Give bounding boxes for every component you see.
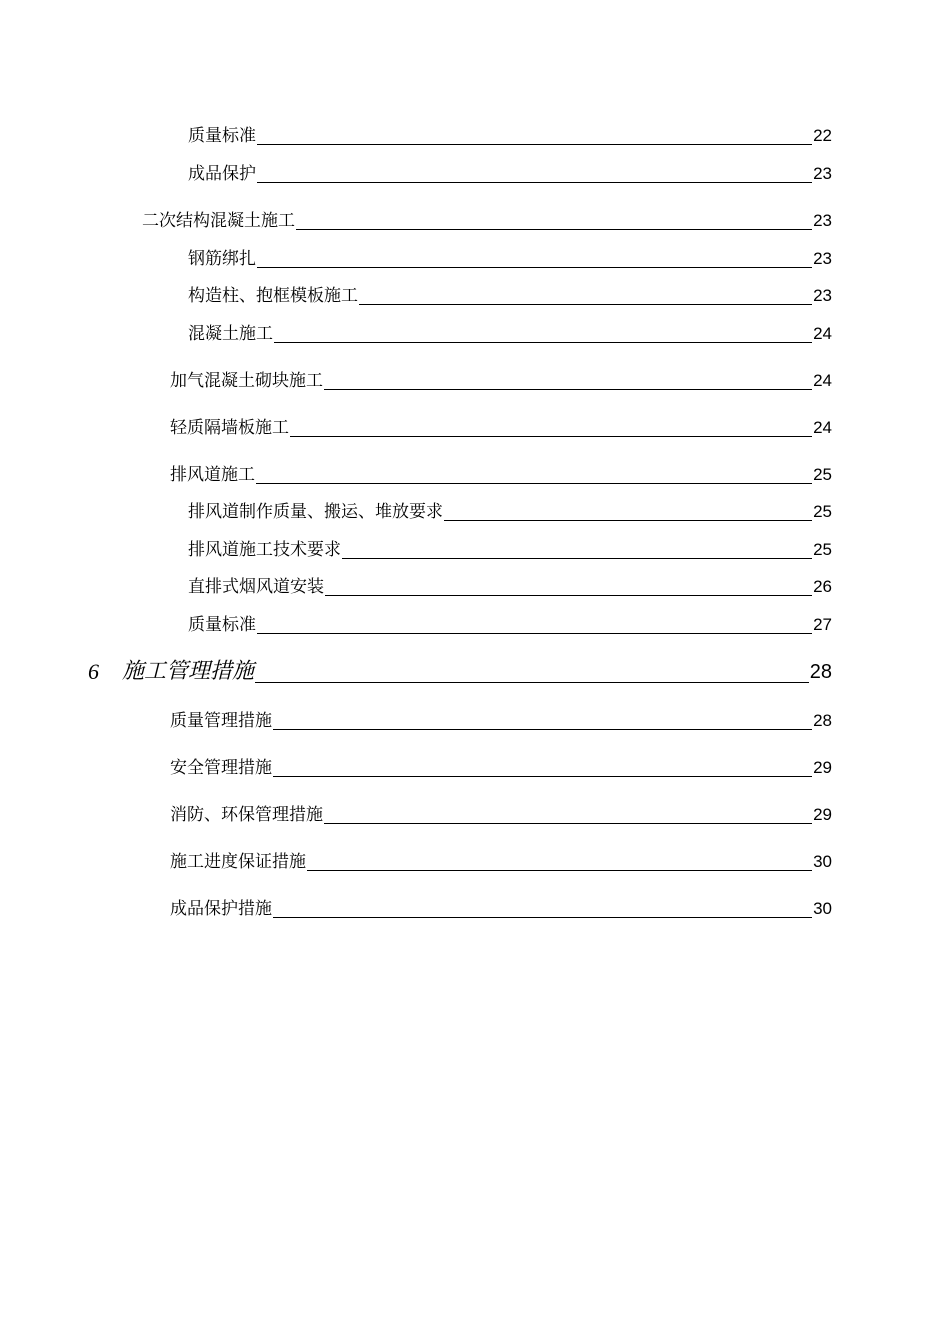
toc-entry-title: 构造柱、抱框模板施工 (188, 286, 358, 306)
toc-entry-title: 质量标准 (188, 126, 256, 146)
toc-entry[interactable] (188, 538, 832, 562)
toc-leader-line (257, 267, 812, 268)
toc-entry[interactable] (170, 709, 832, 733)
toc-leader-line (290, 436, 812, 437)
toc-entry-title: 排风道施工 (170, 465, 255, 485)
toc-leader-line (324, 823, 812, 824)
toc-leader-line (256, 483, 812, 484)
toc-entry[interactable] (188, 613, 832, 637)
toc-entry-title: 混凝土施工 (188, 324, 273, 344)
toc-leader-line (257, 633, 812, 634)
toc-page-number: 25 (813, 502, 832, 521)
toc-page-number: 25 (813, 540, 832, 559)
toc-leader-line (273, 776, 812, 777)
toc-page-number: 30 (813, 852, 832, 871)
toc-chapter-entry[interactable] (88, 657, 832, 687)
toc-entry-title: 消防、环保管理措施 (170, 805, 323, 825)
toc-page-number: 24 (813, 324, 832, 343)
toc-entry[interactable] (188, 247, 832, 271)
toc-page-number: 24 (813, 371, 832, 390)
toc-entry[interactable] (170, 756, 832, 780)
toc-entry-title: 施工进度保证措施 (170, 852, 306, 872)
toc-entry[interactable] (170, 463, 832, 487)
toc-entry-title: 排风道施工技术要求 (188, 540, 341, 560)
toc-entry[interactable] (170, 897, 832, 921)
toc-entry-title: 成品保护措施 (170, 899, 272, 919)
toc-entry-title: 质量标准 (188, 615, 256, 635)
toc-chapter-number: 6 (88, 659, 99, 684)
toc-leader-line (273, 729, 812, 730)
toc-page-number: 29 (813, 758, 832, 777)
toc-page-number: 25 (813, 465, 832, 484)
toc-entry[interactable] (188, 284, 832, 308)
toc-page-number: 22 (813, 126, 832, 145)
toc-page-number: 23 (813, 286, 832, 305)
toc-entry[interactable] (188, 162, 832, 186)
toc-entry-title: 加气混凝土砌块施工 (170, 371, 323, 391)
toc-page-number: 27 (813, 615, 832, 634)
toc-entry[interactable] (188, 124, 832, 148)
toc-entry-title: 质量管理措施 (170, 711, 272, 731)
toc-page-number: 30 (813, 899, 832, 918)
toc-leader-line (444, 520, 812, 521)
toc-entry[interactable] (188, 500, 832, 524)
toc-leader-line (342, 558, 812, 559)
toc-page-number: 23 (813, 164, 832, 183)
toc-leader-line (307, 870, 812, 871)
toc-page-number: 28 (809, 661, 832, 683)
toc-leader-line (257, 182, 812, 183)
toc-leader-line (273, 917, 812, 918)
toc-page-number: 23 (813, 249, 832, 268)
toc-leader-line (274, 342, 812, 343)
toc-leader-line (325, 595, 812, 596)
toc-leader-line (359, 304, 812, 305)
toc-entry[interactable] (170, 803, 832, 827)
toc-page-number: 23 (813, 211, 832, 230)
toc-entry[interactable] (170, 850, 832, 874)
toc-leader-line (296, 229, 812, 230)
toc-entry[interactable] (170, 369, 832, 393)
toc-page-number: 28 (813, 711, 832, 730)
toc-entry-title: 钢筋绑扎 (188, 249, 256, 269)
toc-entry-title: 排风道制作质量、搬运、堆放要求 (188, 502, 443, 522)
toc-entry[interactable] (142, 209, 832, 233)
toc-page-number: 29 (813, 805, 832, 824)
toc-leader-line (257, 144, 812, 145)
toc-entry-title: 成品保护 (188, 164, 256, 184)
toc-leader-line (324, 389, 812, 390)
toc-entry-title: 安全管理措施 (170, 758, 272, 778)
toc-entry[interactable] (188, 322, 832, 346)
toc-entry-title: 直排式烟风道安装 (188, 577, 324, 597)
toc-page-number: 26 (813, 577, 832, 596)
toc-page-number: 24 (813, 418, 832, 437)
toc-entry-title: 轻质隔墙板施工 (170, 418, 289, 438)
toc-leader-line (255, 682, 809, 683)
toc-entry-title: 施工管理措施 (122, 659, 255, 684)
toc-entry[interactable] (188, 575, 832, 599)
toc-entry[interactable] (170, 416, 832, 440)
toc-entry-title: 二次结构混凝土施工 (142, 211, 295, 231)
